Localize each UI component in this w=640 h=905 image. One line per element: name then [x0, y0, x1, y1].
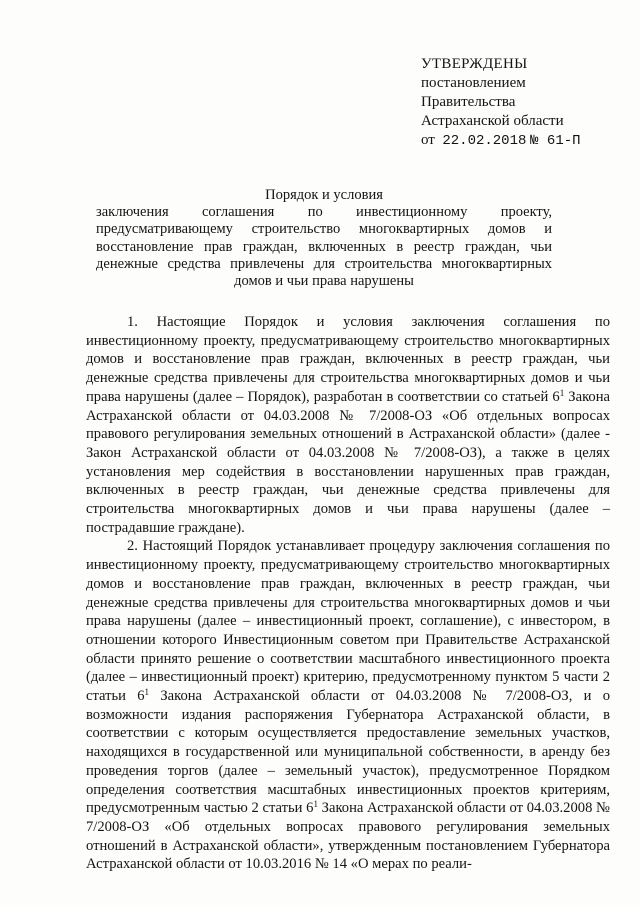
- document-title: [96, 187, 552, 290]
- approval-heading: УТВЕРЖДЕНЫ: [421, 56, 528, 72]
- paragraph-1-superscript: 1: [559, 387, 565, 398]
- paragraph-2-text-b: Закона Астраханской области от 04.03.2008 № 7/2008-ОЗ, и о возможности издания распоряжения Губернатора Астраханской области, в соответствии с которым осуществляется предоставление земельных участков, находящихся в государственной или муниципальной собственности, в аренду без проведения торгов (далее – земельный участок), предусмотренное Порядком определения соответствия масштабных инвестиционных проектов критериям, предусмотренным частью 2 статьи 6: [86, 688, 610, 817]
- paragraph-2-superscript-1: 1: [144, 687, 150, 698]
- document-body: [86, 313, 610, 874]
- approval-date-prefix: от: [421, 132, 435, 148]
- approval-date: 22.02.2018: [442, 133, 527, 149]
- paragraph-2-text-c: Закона Астраханской области от 04.03.2008 № 7/2008-ОЗ «Об отдельных вопросах правового регулирования земельных отношений в Астраханской области», утвержденным постановлением Губернатора Астраханской области от 10.03.2016 № 14 «О мерах по реали-: [86, 800, 610, 873]
- approval-line-1: постановлением: [421, 75, 526, 91]
- approval-date-line: [421, 131, 581, 151]
- paragraph-1-text-a: 1. Настоящие Порядок и условия заключения соглашения по инвестиционному проекту, предусматривающему строительство многоквартирных домов и восстановление прав граждан, включенных в реестр граждан, чьи денежные средства привлечены для строительства многоквартирных домов и чьи права нарушены (далее – Порядок), разработан в соответствии со статьей 6: [86, 314, 610, 405]
- paragraph-1: [86, 313, 610, 537]
- title-subtitle: заключения соглашения по инвестиционному проекту, предусматривающему строительство многоквартирных домов и восстановление прав граждан, включенных в реестр граждан, чьи денежные средства привлечены для строительства многоквартирных домов и чьи права нарушены: [96, 204, 552, 290]
- title-main: Порядок и условия: [265, 187, 383, 203]
- paragraph-2: [86, 537, 610, 874]
- approval-line-2: Правительства: [421, 94, 516, 110]
- paragraph-1-text-b: Закона Астраханской области от 04.03.2008 № 7/2008-ОЗ «Об отдельных вопросах правового регулирования земельных отношений в Астраханской области» (далее - Закон Астраханской области от 04.03.2008 № 7/2008-ОЗ), а также в целях установления мер содействия в восстановлении нарушенных прав граждан, включенных в реестр граждан, чьи денежные средства привлечены для строительства многоквартирных домов и чьи права нарушены (далее – пострадавшие граждане).: [86, 388, 611, 536]
- approval-number: № 61-П: [530, 133, 581, 149]
- paragraph-2-text-a: 2. Настоящий Порядок устанавливает процедуру заключения соглашения по инвестиционному проекту, предусматривающему строительство многоквартирных домов и восстановление прав граждан, включенных в реестр граждан, чьи денежные средства привлечены для строительства многоквартирных домов и чьи права нарушены (далее – инвестиционный проект, соглашение), с инвестором, в отношении которого Инвестиционным советом при Правительстве Астраханской области принято решение о соответствии масштабного инвестиционного проекта (далее – инвестиционный проект) критерию, предусмотренному пунктом 5 части 2 статьи 6: [86, 538, 610, 705]
- paragraph-2-superscript-2: 1: [313, 799, 318, 810]
- approval-line-3: Астраханской области: [421, 113, 564, 129]
- approval-stamp: [421, 55, 581, 151]
